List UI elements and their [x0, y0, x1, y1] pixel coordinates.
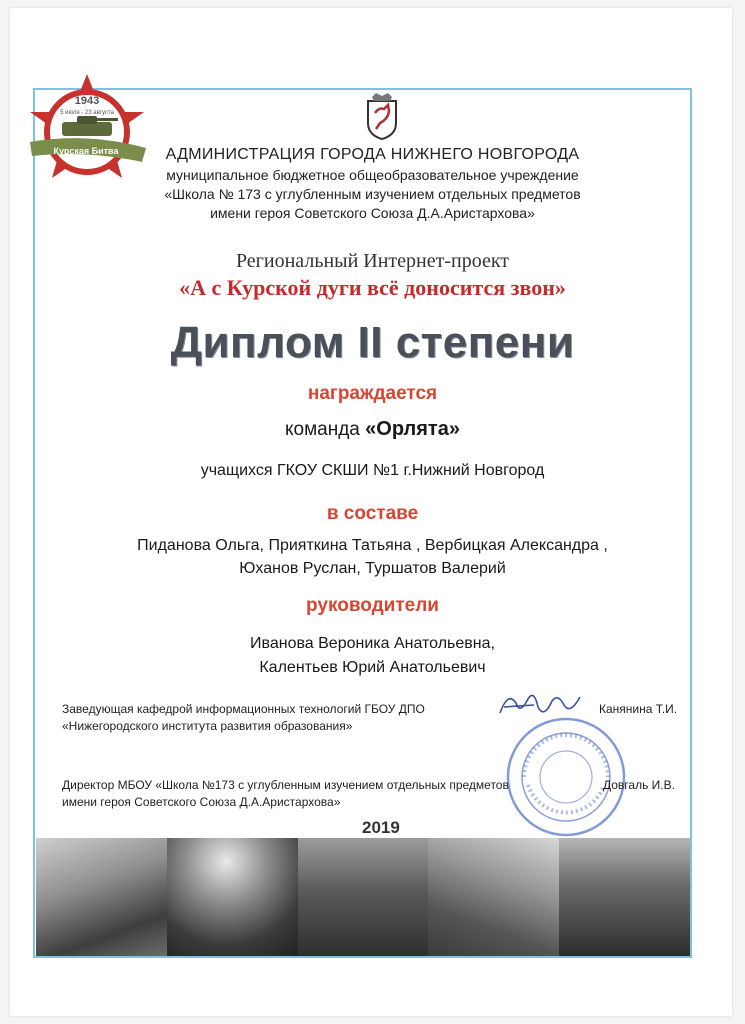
team-prefix: команда: [285, 419, 360, 440]
emblem-year: 1943: [74, 95, 100, 107]
signatory-a-line-1: Заведующая кафедрой информационных технологий ГБОУ ДПО: [62, 702, 425, 716]
signatory-b-line-1: Директор МБОУ «Школа №173 с углубленным изучением отдельных предметов: [62, 778, 509, 792]
photo-tank-battle: [428, 838, 559, 956]
project-title: «А с Курской дуги всё доносится звон»: [179, 275, 566, 300]
awarded-label: награждается: [307, 383, 438, 404]
wartime-photo-strip: [36, 838, 690, 956]
members-line-1: Пиданова Ольга, Прияткина Татьяна , Вербицкая Александра ,: [137, 537, 608, 554]
emblem-dates: 5 июля - 23 августа: [60, 110, 114, 116]
signatory-a-title: [62, 701, 425, 735]
leaders-line-2: Калентьев Юрий Анатольевич: [259, 659, 486, 676]
certificate-year: 2019: [362, 818, 400, 837]
leaders-line-1: Иванова Вероника Анатольевна,: [250, 635, 495, 652]
signatory-a-name: Канянина Т.И.: [599, 702, 678, 716]
signatory-b-name: Довгаль И.В.: [603, 778, 675, 792]
admin-title: АДМИНИСТРАЦИЯ ГОРОДА НИЖНЕГО НОВГОРОДА: [165, 146, 580, 163]
signatory-a-line-2: «Нижегородского института развития образования»: [62, 719, 353, 733]
leaders-label: руководители: [306, 595, 439, 616]
photo-soldiers: [298, 838, 429, 956]
photo-troop-lineup: [559, 838, 690, 956]
team-line: [0, 418, 745, 441]
emblem-label: Курская Битва: [53, 146, 119, 156]
signatory-b-title: [62, 777, 509, 811]
institution-line-3: имени героя Советского Союза Д.А.Аристархова»: [210, 205, 535, 221]
project-subtitle: Региональный Интернет-проект: [235, 250, 510, 272]
signatory-b-line-2: имени героя Советского Союза Д.А.Аристархова»: [62, 795, 341, 809]
institution-line-2: «Школа № 173 с углубленным изучением отдельных предметов: [164, 186, 581, 202]
team-name: «Орлята»: [365, 418, 460, 440]
diploma-title: Диплом II степени: [170, 318, 575, 367]
institution-line-1: муниципальное бюджетное общеобразовательное учреждение: [166, 167, 579, 183]
city-coat-of-arms: [362, 93, 402, 141]
photo-kremlin-salute: [167, 838, 298, 956]
members-line-2: Юханов Руслан, Туршатов Валерий: [239, 560, 506, 577]
photo-battlefield: [36, 838, 167, 956]
students-line: учащихся ГКОУ СКШИ №1 г.Нижний Новгород: [200, 462, 545, 479]
composition-label: в составе: [326, 503, 419, 524]
